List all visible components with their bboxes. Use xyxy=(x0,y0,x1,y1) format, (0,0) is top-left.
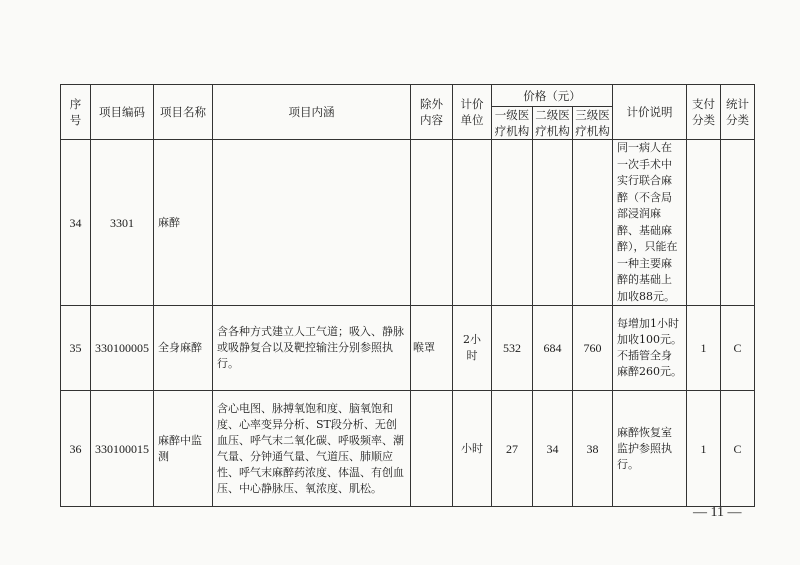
row-code: 3301 xyxy=(91,140,154,306)
row-seq: 35 xyxy=(61,306,91,391)
row-exclusion: 喉罩 xyxy=(411,306,453,391)
row-seq: 34 xyxy=(61,140,91,306)
table-row xyxy=(61,391,755,507)
header-content: 项目内涵 xyxy=(213,85,411,140)
row-unit: 小时 xyxy=(453,391,492,507)
header-price-group: 价格（元） xyxy=(492,85,613,107)
row-price-level3: 760 xyxy=(573,306,613,391)
header-seq: 序号 xyxy=(61,85,91,140)
page-number: — 11 — xyxy=(693,505,742,520)
row-price-level2: 684 xyxy=(533,306,573,391)
table-row xyxy=(61,306,755,391)
row-seq: 36 xyxy=(61,391,91,507)
header-stat: 统计分类 xyxy=(721,85,755,140)
row-name: 麻醉中监测 xyxy=(154,391,213,507)
header-unit: 计价单位 xyxy=(453,85,492,140)
table-row xyxy=(61,140,755,306)
row-note: 每增加1小时加收100元。不插管全身麻醉260元。 xyxy=(613,306,687,391)
header-level1: 一级医疗机构 xyxy=(492,107,533,140)
row-price-level2 xyxy=(533,140,573,306)
row-content xyxy=(213,140,411,306)
header-name: 项目名称 xyxy=(154,85,213,140)
row-name: 麻醉 xyxy=(154,140,213,306)
header-level3: 三级医疗机构 xyxy=(573,107,613,140)
row-code: 330100005 xyxy=(91,306,154,391)
row-price-level2: 34 xyxy=(533,391,573,507)
row-content: 含心电图、脉搏氧饱和度、脑氧饱和度、心率变异分析、ST段分析、无创血压、呼气末二氧化碳、呼吸频率、潮气量、分钟通气量、气道压、肺顺应性、呼气末麻醉药浓度、体温、有创血压、中心静脉压、氧浓度、肌松。 xyxy=(213,391,411,507)
price-table xyxy=(60,84,755,507)
row-note: 同一病人在一次手术中实行联合麻醉（不含局部浸润麻醉、基础麻醉），只能在一种主要麻醉的基础上加收88元。 xyxy=(613,140,687,306)
header-note: 计价说明 xyxy=(613,85,687,140)
header-payment: 支付分类 xyxy=(687,85,721,140)
row-stat xyxy=(721,140,755,306)
row-payment: 1 xyxy=(687,391,721,507)
row-price-level3 xyxy=(573,140,613,306)
row-payment: 1 xyxy=(687,306,721,391)
row-stat: C xyxy=(721,391,755,507)
row-exclusion xyxy=(411,140,453,306)
row-stat: C xyxy=(721,306,755,391)
header-code: 项目编码 xyxy=(91,85,154,140)
row-note: 麻醉恢复室监护参照执行。 xyxy=(613,391,687,507)
header-exclusion: 除外内容 xyxy=(411,85,453,140)
row-price-level1: 532 xyxy=(492,306,533,391)
row-price-level3: 38 xyxy=(573,391,613,507)
row-content: 含各种方式建立人工气道；吸入、静脉或吸静复合以及靶控输注分别参照执行。 xyxy=(213,306,411,391)
header-level2: 二级医疗机构 xyxy=(533,107,573,140)
row-price-level1: 27 xyxy=(492,391,533,507)
row-exclusion xyxy=(411,391,453,507)
row-unit xyxy=(453,140,492,306)
row-name: 全身麻醉 xyxy=(154,306,213,391)
row-code: 330100015 xyxy=(91,391,154,507)
row-price-level1 xyxy=(492,140,533,306)
row-unit: 2小时 xyxy=(453,306,492,391)
row-payment xyxy=(687,140,721,306)
